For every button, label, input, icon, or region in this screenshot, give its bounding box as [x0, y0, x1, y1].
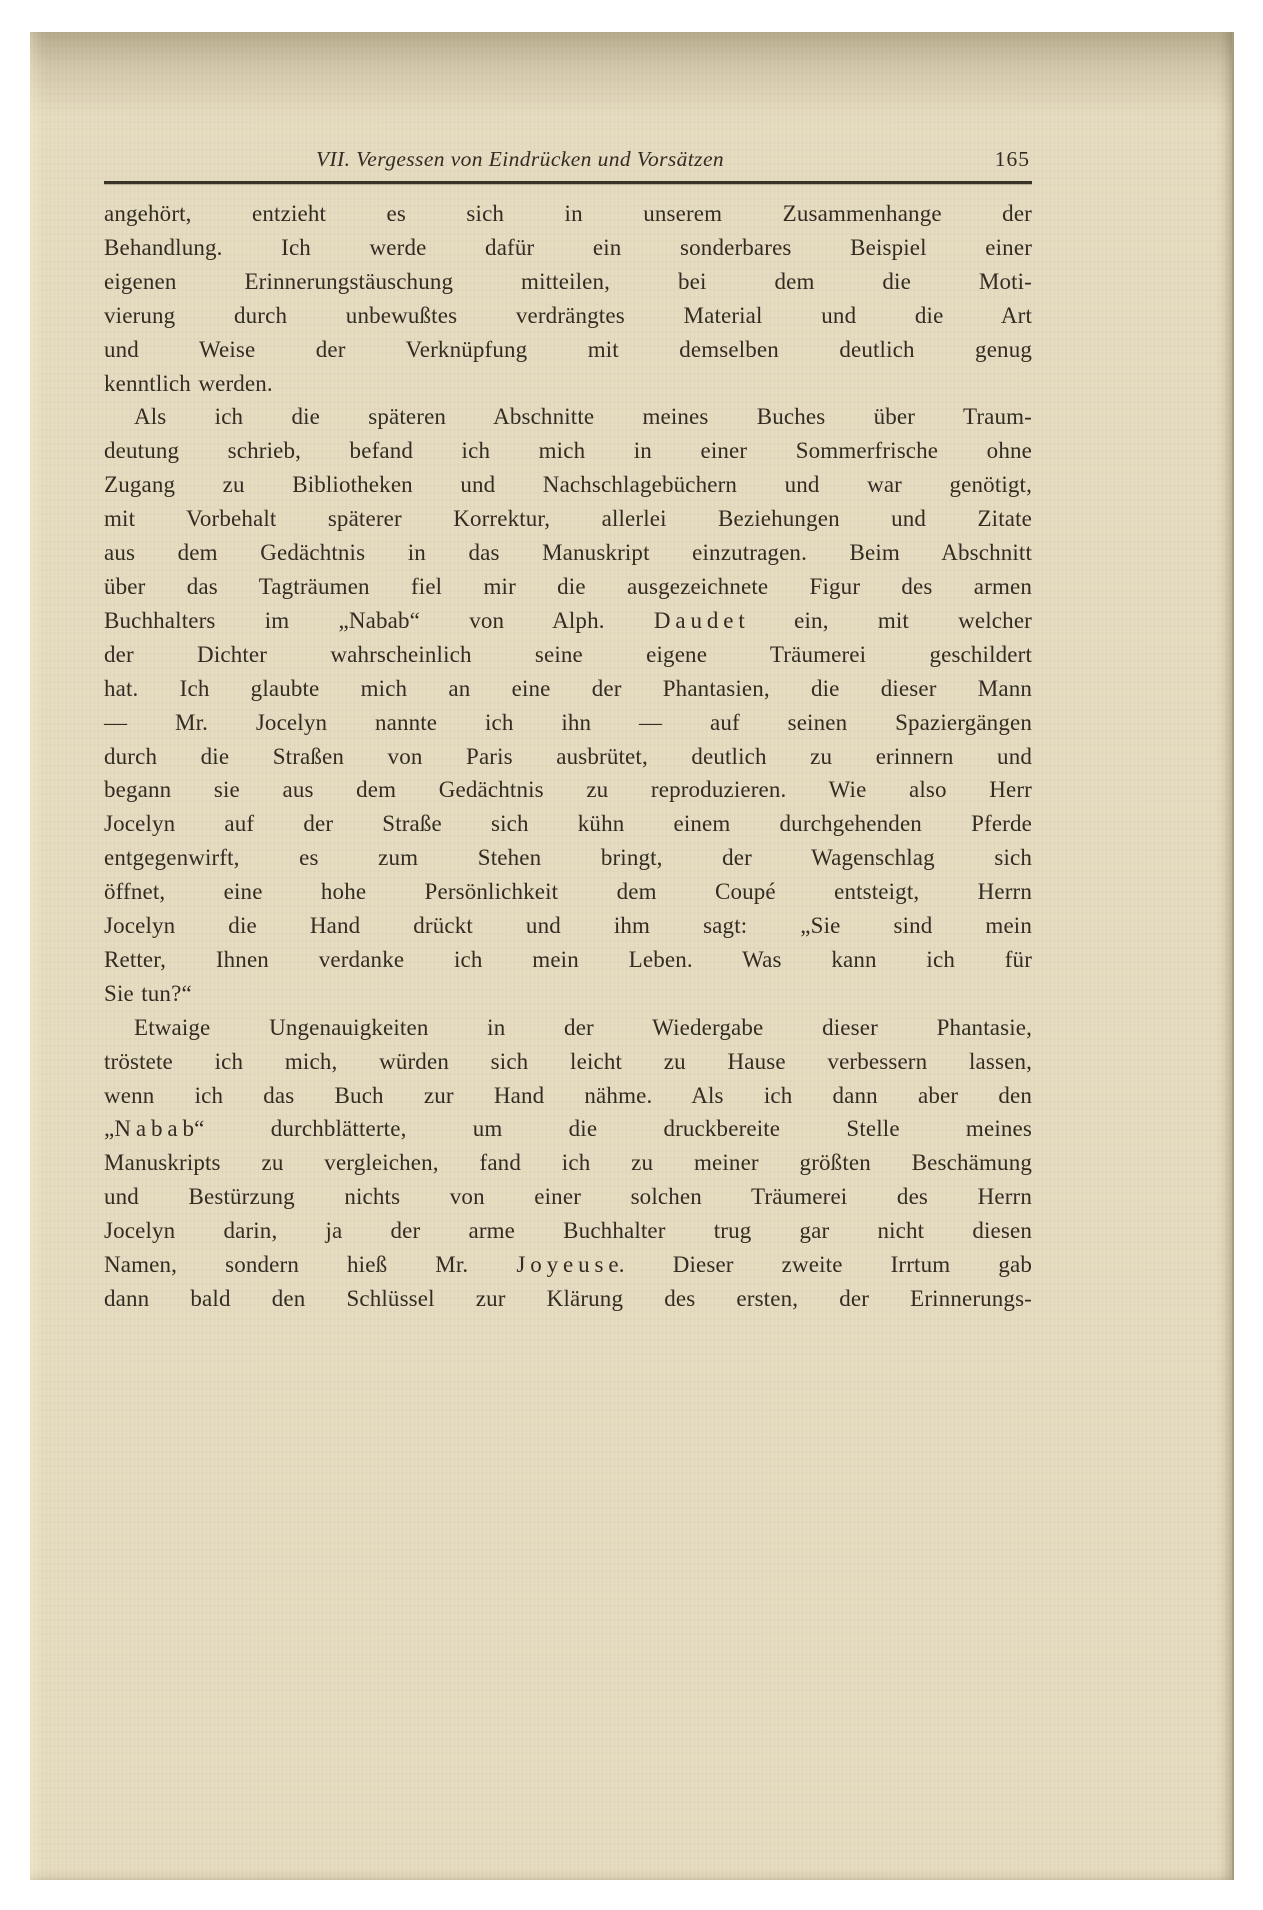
body-text: [104, 197, 1032, 1316]
page-number: 165: [994, 147, 1030, 171]
text-line: begann sie aus dem Gedächtnis zu reproduzieren. Wie also Herr: [104, 777, 1032, 803]
book-page-scan: [30, 32, 1234, 1880]
page-header: [104, 144, 1032, 174]
text-line: kenntlich werden.: [104, 370, 273, 396]
text-line: Jocelyn auf der Straße sich kühn einem durchgehenden Pferde: [104, 811, 1032, 837]
running-title: VII. Vergessen von Eindrücken und Vorsätzen: [315, 147, 725, 171]
text-line: „N a b a b“ durchblätterte, um die druckbereite Stelle meines: [104, 1116, 1032, 1142]
text-line: angehört, entzieht es sich in unserem Zusammenhange der: [104, 201, 1032, 226]
text-line: aus dem Gedächtnis in das Manuskript einzutragen. Beim Abschnitt: [104, 540, 1032, 566]
text-line: entgegenwirft, es zum Stehen bringt, der Wagenschlag sich: [104, 845, 1032, 871]
text-line: deutung schrieb, befand ich mich in einer Sommerfrische ohne: [104, 438, 1032, 464]
text-line: über das Tagträumen fiel mir die ausgezeichnete Figur des armen: [104, 573, 1032, 599]
text-column: [104, 144, 1032, 1316]
text-line: eigenen Erinnerungstäuschung mitteilen, bei dem die Moti-: [104, 268, 1032, 294]
text-line: der Dichter wahrscheinlich seine eigene Träumerei geschildert: [104, 641, 1032, 667]
text-line: Etwaige Ungenauigkeiten in der Wiedergabe dieser Phantasie,: [134, 1014, 1032, 1040]
text-line: hat. Ich glaubte mich an eine der Phantasien, die dieser Mann: [104, 675, 1032, 701]
text-line: und Weise der Verknüpfung mit demselben deutlich genug: [104, 336, 1032, 362]
text-line: Jocelyn die Hand drückt und ihm sagt: „Sie sind mein: [104, 913, 1032, 939]
text-line: Sie tun?“: [104, 980, 192, 1006]
text-line: und Bestürzung nichts von einer solchen Träumerei des Herrn: [104, 1184, 1032, 1210]
header-rule: [104, 181, 1032, 184]
text-line: Namen, sondern hieß Mr. J o y e u s e. Dieser zweite Irrtum gab: [104, 1252, 1032, 1278]
text-line: — Mr. Jocelyn nannte ich ihn — auf seinen Spaziergängen: [104, 709, 1032, 735]
text-line: Als ich die späteren Abschnitte meines Buches über Traum-: [134, 404, 1032, 430]
text-line: öffnet, eine hohe Persönlichkeit dem Coupé entsteigt, Herrn: [104, 879, 1032, 905]
text-line: tröstete ich mich, würden sich leicht zu Hause verbessern lassen,: [104, 1048, 1032, 1074]
text-line: Buchhalters im „Nabab“ von Alph. D a u d e t ein, mit welcher: [104, 607, 1032, 633]
text-line: Behandlung. Ich werde dafür ein sonderbares Beispiel einer: [104, 234, 1032, 260]
text-line: wenn ich das Buch zur Hand nähme. Als ich dann aber den: [104, 1082, 1032, 1108]
text-line: Jocelyn darin, ja der arme Buchhalter trug gar nicht diesen: [104, 1218, 1032, 1244]
text-line: vierung durch unbewußtes verdrängtes Material und die Art: [104, 302, 1032, 328]
text-line: dann bald den Schlüssel zur Klärung des ersten, der Erinnerungs-: [104, 1286, 1032, 1311]
text-line: durch die Straßen von Paris ausbrütet, deutlich zu erinnern und: [104, 743, 1032, 769]
text-line: Manuskripts zu vergleichen, fand ich zu meiner größten Beschämung: [104, 1150, 1032, 1176]
text-line: Zugang zu Bibliotheken und Nachschlagebüchern und war genötigt,: [104, 472, 1032, 498]
text-line: mit Vorbehalt späterer Korrektur, allerlei Beziehungen und Zitate: [104, 506, 1032, 532]
text-line: Retter, Ihnen verdanke ich mein Leben. Was kann ich für: [104, 946, 1032, 972]
